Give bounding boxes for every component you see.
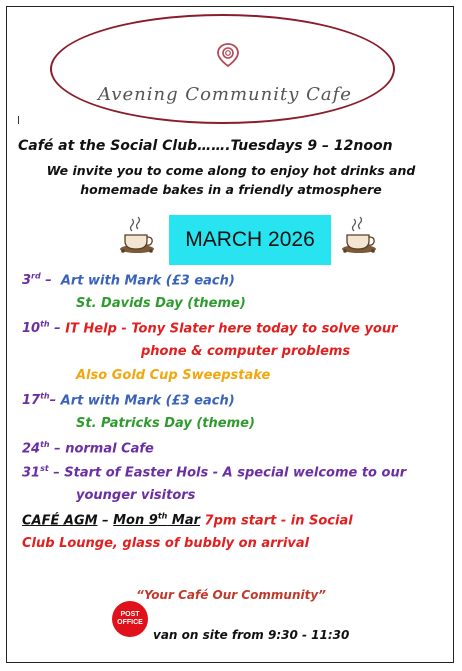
event-mar-10: 10th – IT Help - Tony Slater here today to solve your — [22, 320, 398, 337]
month-banner: MARCH 2026 — [169, 215, 331, 265]
invite-line-1: We invite you to come along to enjoy hot drinks and — [46, 163, 416, 178]
text-cursor — [18, 116, 19, 124]
event-mar-17-theme: St. Patricks Day (theme) — [76, 416, 255, 431]
agm-line-1: CAFÉ AGM – Mon 9th Mar 7pm start - in Social — [22, 512, 353, 529]
event-mar-31: 31st – Start of Easter Hols - A special welcome to our — [22, 464, 407, 481]
post-office-logo-icon: POST OFFICE — [112, 601, 148, 637]
invite-line-2: homemade bakes in a friendly atmosphere — [80, 182, 382, 197]
header-oval — [50, 14, 395, 124]
cafe-pin-logo-icon — [215, 42, 241, 68]
coffee-cup-icon — [118, 215, 156, 255]
event-mar-10-cont: phone & computer problems — [141, 344, 351, 359]
event-mar-3: 3rd – Art with Mark (£3 each) — [22, 272, 235, 289]
van-info: van on site from 9:30 - 11:30 — [153, 628, 350, 642]
headline: Café at the Social Club…….Tuesdays 9 – 12noon — [18, 138, 393, 154]
event-mar-10-sweepstake: Also Gold Cup Sweepstake — [76, 368, 271, 383]
agm-line-2: Club Lounge, glass of bubbly on arrival — [22, 536, 310, 551]
slogan: “Your Café Our Community” — [136, 588, 326, 602]
cafe-name: Avening Community Cafe — [98, 84, 352, 105]
coffee-cup-icon — [340, 215, 378, 255]
event-mar-31-cont: younger visitors — [76, 488, 196, 503]
event-mar-24: 24th – normal Cafe — [22, 440, 154, 457]
agm-label: CAFÉ AGM — [22, 513, 98, 529]
event-mar-17: 17th– Art with Mark (£3 each) — [22, 392, 235, 409]
event-mar-3-theme: St. Davids Day (theme) — [76, 296, 246, 311]
